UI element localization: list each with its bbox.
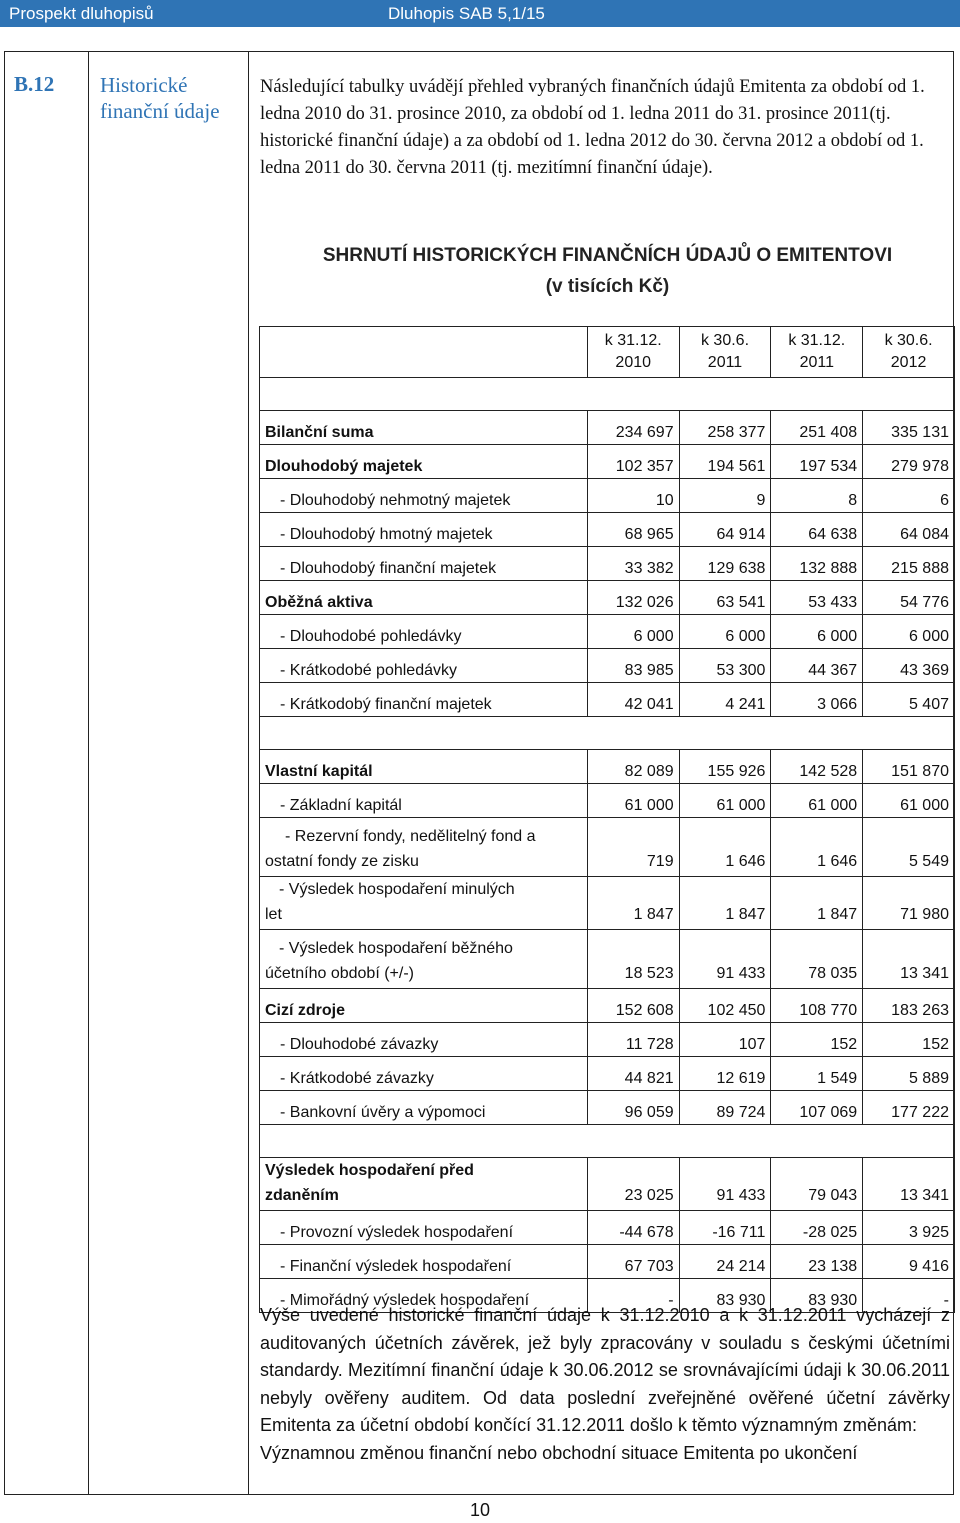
table-row: - Rezervní fondy, nedělitelný fond a ostatní fondy ze zisku 719 1 646 1 646 5 549	[260, 818, 955, 877]
table-row: Oběžná aktiva 132 026 63 541 53 433 54 776	[260, 581, 955, 615]
closing-text-continued: Významnou změnou finanční nebo obchodní situace Emitenta po ukončení	[260, 1442, 858, 1463]
table-row: - Finanční výsledek hospodaření 67 703 24 214 23 138 9 416	[260, 1245, 955, 1279]
table-row: - Krátkodobé pohledávky 83 985 53 300 44 367 43 369	[260, 649, 955, 683]
table-row: Cizí zdroje 152 608 102 450 108 770 183 263	[260, 989, 955, 1023]
table-row: - Výsledek hospodaření běžného účetního období (+/-) 18 523 91 433 78 035 13 341	[260, 930, 955, 989]
spacer-row	[260, 1125, 955, 1158]
financial-table	[259, 326, 955, 1313]
table-row: - Výsledek hospodaření minulých let 1 847 1 847 1 847 71 980	[260, 877, 955, 930]
column-divider	[248, 51, 249, 1495]
table-row: - Dlouhodobé pohledávky 6 000 6 000 6 000 6 000	[260, 615, 955, 649]
table-title-line1: SHRNUTÍ HISTORICKÝCH FINANČNÍCH ÚDAJŮ O EMITENTOVI	[322, 245, 893, 266]
document-title: Prospekt dluhopisů	[9, 4, 154, 23]
table-row: - Mimořádný výsledek hospodaření - 83 930 83 930 -	[260, 1279, 955, 1313]
column-header: k 30.6. 2011	[679, 327, 771, 378]
column-header: k 30.6. 2012	[863, 327, 955, 378]
table-row: - Provozní výsledek hospodaření -44 678 -16 711 -28 025 3 925	[260, 1211, 955, 1245]
table-row: - Dlouhodobý finanční majetek 33 382 129 638 132 888 215 888	[260, 547, 955, 581]
closing-paragraph	[260, 1302, 950, 1467]
section-name: Historické finanční údaje	[100, 73, 220, 123]
table-title	[260, 240, 955, 302]
spacer-row	[260, 717, 955, 750]
table-row: - Dlouhodobý nehmotný majetek 10 9 8 6	[260, 479, 955, 513]
table-row: - Dlouhodobé závazky 11 728 107 152 152	[260, 1023, 955, 1057]
column-divider	[88, 51, 89, 1495]
table-row: Vlastní kapitál 82 089 155 926 142 528 151 870	[260, 750, 955, 784]
table-row: - Dlouhodobý hmotný majetek 68 965 64 914 64 638 64 084	[260, 513, 955, 547]
table-row: - Krátkodobé závazky 44 821 12 619 1 549 5 889	[260, 1057, 955, 1091]
table-row: - Krátkodobý finanční majetek 42 041 4 241 3 066 5 407	[260, 683, 955, 717]
table-row: - Bankovní úvěry a výpomoci 96 059 89 724 107 069 177 222	[260, 1091, 955, 1125]
table-row: Dlouhodobý majetek 102 357 194 561 197 534 279 978	[260, 445, 955, 479]
page-number: 10	[469, 1500, 491, 1520]
closing-text: Výše uvedené historické finanční údaje k 31.12.2010 a k 31.12.2011 vycházejí z auditovaných účetních závěrek, jež byly zpracovány v souladu s českými účetními standardy. Mezitímní finanční údaje k 30.06.2012 se srovnávajícími údaji k 30.06.2011 nebyly ověřeny auditem. Od data poslední zveřejněné ověřené účetní závěrky Emitenta za účetní období končící 31.12.2011 došlo k těmto významným změnám:	[260, 1305, 950, 1435]
spacer-row	[260, 378, 955, 411]
section-number: B.12	[14, 72, 55, 96]
table-title-line2: (v tisících Kč)	[545, 276, 670, 297]
column-header: k 31.12. 2011	[771, 327, 863, 378]
column-header: k 31.12. 2010	[587, 327, 679, 378]
table-header-row	[260, 327, 955, 378]
table-row: Výsledek hospodaření před zdaněním 23 025 91 433 79 043 13 341	[260, 1158, 955, 1211]
page-header	[0, 0, 960, 27]
intro-paragraph: Následující tabulky uvádějí přehled vybraných finančních údajů Emitenta za období od 1. ledna 2010 do 31. prosince 2010, za období od 1. ledna 2011 do 31. prosince 2011(tj. historické finanční údaje) a za období od 1. ledna 2012 do 30. června 2012 a období od 1. ledna 2011 do 30. června 2011 (tj. mezitímní finanční údaje).	[260, 77, 925, 178]
bond-title: Dluhopis SAB 5,1/15	[388, 4, 545, 23]
table-row: Bilanční suma 234 697 258 377 251 408 335 131	[260, 411, 955, 445]
table-row: - Základní kapitál 61 000 61 000 61 000 61 000	[260, 784, 955, 818]
header-blank	[260, 327, 588, 378]
